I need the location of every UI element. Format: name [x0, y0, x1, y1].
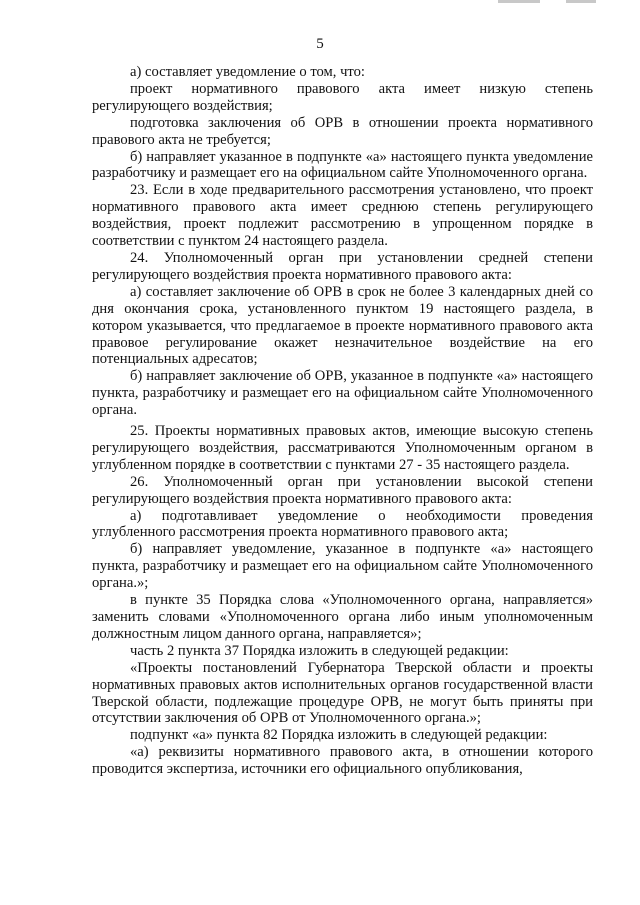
scan-artifact — [498, 0, 540, 3]
paragraph-low-impact: проект нормативного правового акта имеет низкую степень регулирующего воздействия; — [92, 80, 593, 114]
paragraph-24: 24. Уполномоченный орган при установлении средней степени регулирующего воздействия проекта нормативного правового акта: — [92, 249, 593, 283]
document-body — [92, 64, 593, 778]
paragraph-26-b: б) направляет уведомление, указанное в подпункте «а» настоящего пункта, разработчику и размещает его на официальном сайте Уполномоченного органа.»; — [92, 541, 593, 592]
paragraph-amend-35: в пункте 35 Порядка слова «Уполномоченного органа, направляется» заменить словами «Уполномоченного органа либо иным уполномоченным должностным лицом данного органа, направляется»; — [92, 592, 593, 642]
paragraph-26-a: а) подготавливает уведомление о необходимости проведения углубленного рассмотрения проекта нормативного правового акта; — [92, 507, 593, 541]
paragraph-25: 25. Проекты нормативных правовых актов, имеющие высокую степень регулирующего воздействия, рассматриваются Уполномоченным органом в углубленном порядке в соответствии с пунктами 27 - 35 настоящего раздела. — [92, 423, 593, 473]
paragraph-amend-37: часть 2 пункта 37 Порядка изложить в следующей редакции: — [130, 642, 509, 659]
paragraph-24-a: а) составляет заключение об ОРВ в срок не более 3 календарных дней со дня окончания срока, установленного пунктом 19 настоящего раздела, в котором указывается, что предлагаемое в проекте нормативного правового акта правовое регулирование окажет незначительное воздействие на его потенциальных адресатов; — [92, 283, 593, 368]
scan-artifact — [566, 0, 596, 3]
paragraph-amend-82: подпункт «а» пункта 82 Порядка изложить в следующей редакции: — [130, 727, 548, 744]
paragraph-no-conclusion: подготовка заключения об ОРВ в отношении проекта нормативного правового акта не требуется; — [92, 114, 593, 148]
page-number: 5 — [316, 36, 324, 52]
paragraph-24-b: б) направляет заключение об ОРВ, указанное в подпункте «а» настоящего пункта, разработчику и размещает его на официальном сайте Уполномоченного органа. — [92, 368, 593, 419]
paragraph-b-send-notification: б) направляет указанное в подпункте «а» настоящего пункта уведомление разработчику и размещает его на официальном сайте Уполномоченного органа. — [92, 148, 593, 182]
paragraph-26: 26. Уполномоченный орган при установлении высокой степени регулирующего воздействия проекта нормативного правового акта: — [92, 473, 593, 507]
paragraph-37-text: «Проекты постановлений Губернатора Тверской области и проекты нормативных правовых актов исполнительных органов государственной власти Тверской области, подлежащие процедуре ОРВ, не могут быть приняты при отсутствии заключения об ОРВ от Уполномоченного органа.»; — [92, 659, 593, 727]
paragraph-23: 23. Если в ходе предварительного рассмотрения установлено, что проект нормативного правового акта имеет среднюю степень регулирующего воздействия, проект подлежит рассмотрению в упрощенном порядке в соответствии с пунктом 24 настоящего раздела. — [92, 182, 593, 250]
paragraph-a-notification: а) составляет уведомление о том, что: — [130, 64, 365, 80]
paragraph-82-a: «а) реквизиты нормативного правового акта, в отношении которого проводится экспертиза, источники его официального опубликования, — [92, 744, 593, 778]
